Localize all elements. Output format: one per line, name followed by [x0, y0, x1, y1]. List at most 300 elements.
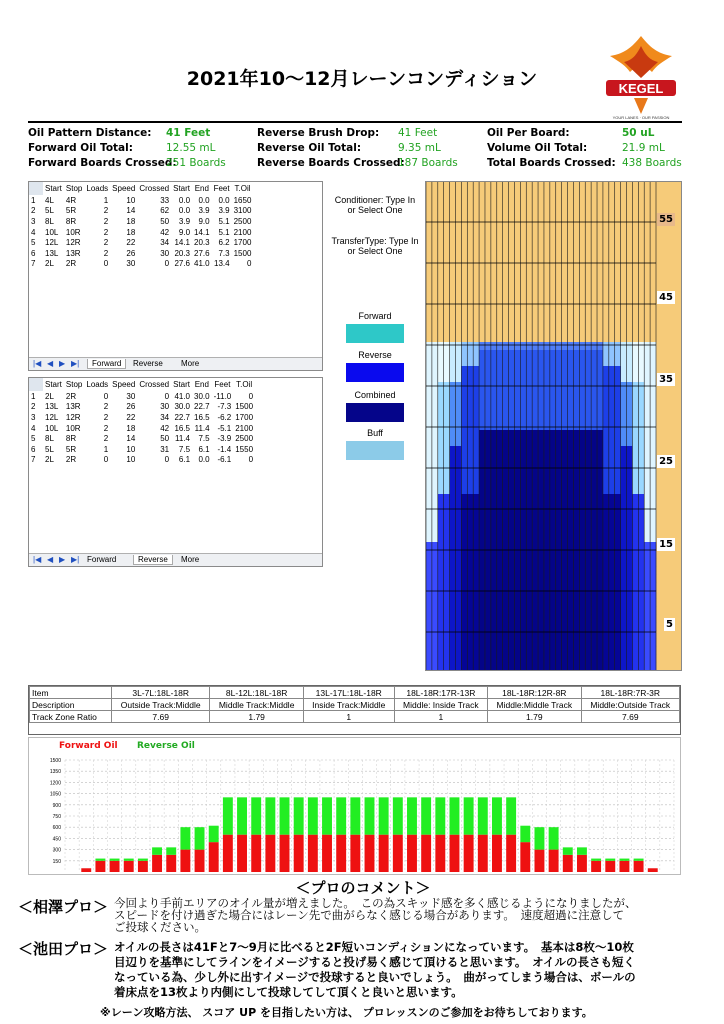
pattern-cell	[556, 422, 562, 431]
table-cell[interactable]: 14	[126, 206, 136, 216]
table-cell[interactable]: 30.0	[194, 391, 210, 401]
tab-more[interactable]: More	[181, 359, 200, 368]
table-cell[interactable]: 34	[160, 238, 170, 248]
table-cell[interactable]: 7.5	[198, 434, 210, 444]
table-cell[interactable]: 26	[126, 248, 136, 258]
table-cell[interactable]: 2	[103, 238, 109, 248]
table-cell[interactable]: -6.2	[217, 412, 232, 422]
pattern-cell	[479, 438, 485, 447]
table-cell[interactable]: 30	[160, 248, 170, 258]
pattern-cell	[461, 478, 467, 487]
grid-corner[interactable]	[29, 182, 43, 195]
table-cell[interactable]: 30	[126, 259, 136, 269]
nav-last-icon[interactable]: ▶|	[71, 359, 80, 368]
pattern-cell	[479, 582, 485, 591]
table-cell[interactable]: 6.1	[198, 444, 210, 454]
table-cell[interactable]: 2L	[45, 455, 54, 465]
table-cell[interactable]: 30.0	[174, 402, 191, 412]
table-row[interactable]	[29, 259, 253, 270]
pattern-cell	[544, 462, 550, 471]
table-cell[interactable]: 1500	[233, 248, 252, 258]
table-cell[interactable]: 26	[126, 402, 136, 412]
pattern-cell	[461, 654, 467, 663]
column-header[interactable]: Start	[45, 380, 62, 389]
table-cell[interactable]: 14.1	[194, 227, 210, 237]
nav-prev-icon[interactable]: ◀	[47, 555, 54, 564]
pattern-cell	[556, 342, 562, 351]
pattern-cell	[603, 582, 609, 591]
pattern-cell	[603, 486, 609, 495]
pattern-cell	[568, 366, 574, 375]
table-cell[interactable]: 10	[126, 444, 136, 454]
table-cell[interactable]: 0.0	[178, 195, 191, 205]
pattern-cell	[432, 478, 438, 487]
table-cell[interactable]: 2	[31, 206, 36, 216]
pattern-cell	[632, 406, 638, 415]
table-cell[interactable]: 3	[31, 216, 36, 226]
table-cell[interactable]: 10L	[45, 423, 59, 433]
table-row[interactable]	[29, 412, 255, 423]
pattern-cell	[455, 622, 461, 631]
table-cell[interactable]: -5.1	[217, 423, 232, 433]
table-cell[interactable]: 2	[103, 248, 109, 258]
table-cell[interactable]: 2	[103, 206, 109, 216]
pattern-cell	[615, 486, 621, 495]
pattern-cell	[432, 486, 438, 495]
table-cell[interactable]: -7.3	[217, 402, 232, 412]
table-cell[interactable]: 33	[160, 195, 170, 205]
pattern-cell	[603, 550, 609, 559]
table-cell[interactable]: 12L	[45, 412, 59, 422]
tab-more[interactable]: More	[181, 555, 200, 564]
table-cell[interactable]: 13L	[45, 248, 59, 258]
pattern-cell	[450, 518, 456, 527]
table-cell[interactable]: 2	[31, 402, 36, 412]
table-cell[interactable]: 2500	[233, 216, 252, 226]
table-cell[interactable]: 2	[103, 216, 109, 226]
pattern-cell	[609, 430, 615, 439]
table-cell[interactable]: 2R	[65, 259, 77, 269]
pattern-cell	[650, 622, 656, 631]
table-cell[interactable]: 12R	[65, 238, 81, 248]
column-header[interactable]: Stop	[65, 184, 83, 193]
table-cell[interactable]: 13R	[65, 402, 81, 412]
tab-forward[interactable]: Forward	[87, 555, 117, 564]
pattern-cell	[627, 446, 633, 455]
pattern-cell	[444, 574, 450, 583]
pattern-cell	[444, 374, 450, 383]
table-cell[interactable]: 20.3	[174, 248, 191, 258]
table-cell[interactable]: 30	[160, 402, 170, 412]
table-cell[interactable]: 6	[31, 248, 36, 258]
pattern-cell	[461, 470, 467, 479]
table-cell[interactable]: 0	[246, 259, 252, 269]
table-cell[interactable]: 6.1	[178, 455, 191, 465]
table-cell[interactable]: 2	[103, 227, 109, 237]
table-cell[interactable]: 16.5	[194, 412, 210, 422]
tab-reverse[interactable]: Reverse	[133, 555, 173, 565]
table-cell[interactable]: 12L	[45, 238, 59, 248]
table-cell[interactable]: 3100	[233, 206, 252, 216]
table-cell[interactable]: 11.4	[194, 423, 210, 433]
table-cell[interactable]: 7	[31, 259, 36, 269]
table-cell[interactable]: 0.0	[198, 455, 210, 465]
pattern-cell	[544, 638, 550, 647]
pattern-cell	[556, 374, 562, 383]
bar-reverse-oil	[180, 827, 190, 849]
table-cell[interactable]: 2100	[233, 227, 252, 237]
bar-reverse-oil	[421, 797, 431, 834]
table-cell[interactable]: 0	[103, 391, 109, 401]
pattern-cell	[526, 358, 532, 367]
table-cell[interactable]: 2	[103, 423, 109, 433]
table-cell[interactable]: -11.0	[213, 391, 232, 401]
table-row[interactable]	[29, 195, 253, 206]
table-cell[interactable]: 1	[31, 195, 36, 205]
pattern-cell	[479, 646, 485, 655]
tab-reverse[interactable]: Reverse	[133, 359, 163, 368]
pattern-cell	[573, 614, 579, 623]
table-cell[interactable]: 0	[103, 455, 109, 465]
table-cell[interactable]: 0	[164, 455, 170, 465]
table-cell[interactable]: 50	[160, 216, 170, 226]
table-cell[interactable]: 16.5	[174, 423, 191, 433]
table-row[interactable]	[29, 423, 255, 434]
pattern-cell	[638, 454, 644, 463]
table-cell[interactable]: 22.7	[194, 402, 210, 412]
table-row[interactable]	[29, 444, 255, 455]
pattern-cell	[520, 646, 526, 655]
pattern-cell	[591, 646, 597, 655]
nav-next-icon[interactable]: ▶	[59, 555, 66, 564]
pattern-cell	[627, 422, 633, 431]
table-cell[interactable]: 34	[160, 412, 170, 422]
table-cell[interactable]: -3.9	[217, 434, 232, 444]
legend-forward-label: Forward	[358, 311, 392, 321]
nav-next-icon[interactable]: ▶	[59, 359, 66, 368]
table-cell[interactable]: 62	[160, 206, 170, 216]
bar-forward-oil	[180, 850, 190, 872]
column-header[interactable]: T.Oil	[232, 182, 254, 195]
table-cell[interactable]: 50	[160, 434, 170, 444]
table-cell[interactable]: 9.0	[178, 227, 191, 237]
pattern-cell	[603, 366, 609, 375]
table-cell[interactable]: 14.1	[174, 238, 191, 248]
pattern-cell	[597, 446, 603, 455]
column-header[interactable]: Speed	[112, 380, 136, 389]
table-cell[interactable]: 2R	[65, 391, 77, 401]
pattern-cell	[562, 350, 568, 359]
table-cell[interactable]: 10L	[45, 227, 59, 237]
table-cell[interactable]: 9.0	[198, 216, 210, 226]
pattern-cell	[455, 398, 461, 407]
pattern-cell	[467, 438, 473, 447]
bar-reverse-oil	[251, 797, 261, 834]
table-cell[interactable]: 6	[31, 444, 36, 454]
table-cell[interactable]: 5	[31, 434, 36, 444]
table-cell[interactable]: 5	[31, 238, 36, 248]
table-cell[interactable]: 42	[160, 227, 170, 237]
table-cell[interactable]: 18	[126, 216, 136, 226]
table-row[interactable]	[29, 237, 253, 248]
pattern-cell	[615, 558, 621, 567]
column-header[interactable]: Crossed	[139, 380, 170, 389]
table-cell[interactable]: 5R	[65, 444, 77, 454]
pattern-cell	[573, 398, 579, 407]
table-row[interactable]	[29, 433, 255, 444]
table-row[interactable]	[29, 227, 253, 238]
pattern-cell	[632, 550, 638, 559]
pattern-cell	[615, 390, 621, 399]
table-cell[interactable]: 22	[126, 238, 136, 248]
table-cell[interactable]: 27.6	[174, 259, 191, 269]
zone-item: 18L-18R:7R-3R	[581, 687, 679, 699]
table-cell[interactable]: 2100	[235, 423, 254, 433]
table-cell[interactable]: 41.0	[194, 259, 210, 269]
column-header[interactable]: Speed	[112, 184, 136, 193]
table-cell[interactable]: 13R	[65, 248, 81, 258]
pattern-cell	[579, 646, 585, 655]
grid-corner[interactable]	[29, 378, 43, 391]
column-header[interactable]: Start	[173, 184, 191, 193]
pattern-cell	[509, 494, 515, 503]
reverse-grid[interactable]	[28, 377, 323, 567]
pattern-cell	[444, 622, 450, 631]
table-cell[interactable]: 3	[31, 412, 36, 422]
column-header[interactable]: Crossed	[139, 184, 170, 193]
table-cell[interactable]: 22	[126, 412, 136, 422]
table-cell[interactable]: 8R	[65, 216, 77, 226]
zone-item: 18L-18R:12R-8R	[488, 687, 581, 699]
table-cell[interactable]: 0.0	[178, 206, 191, 216]
column-header[interactable]: End	[192, 378, 212, 391]
table-cell[interactable]: 5.1	[218, 227, 230, 237]
pattern-cell	[627, 542, 633, 551]
table-cell[interactable]: 1500	[235, 402, 254, 412]
table-cell[interactable]: 7	[31, 455, 36, 465]
table-cell[interactable]: 7.5	[178, 444, 191, 454]
pattern-cell	[461, 542, 467, 551]
table-cell[interactable]: 0	[248, 455, 254, 465]
column-header[interactable]: Start	[45, 184, 62, 193]
table-cell[interactable]: 1550	[235, 444, 254, 454]
table-cell[interactable]: 1650	[233, 195, 252, 205]
table-cell[interactable]: 10	[126, 455, 136, 465]
table-cell[interactable]: 4R	[65, 195, 77, 205]
y-tick-label: 1350	[49, 769, 61, 776]
table-cell[interactable]: 13L	[45, 402, 59, 412]
bar-reverse-oil	[634, 859, 644, 861]
table-cell[interactable]: 22.7	[174, 412, 191, 422]
pattern-cell	[632, 358, 638, 367]
pattern-cell	[455, 654, 461, 663]
table-cell[interactable]: 4	[31, 227, 36, 237]
table-cell[interactable]: 0	[164, 391, 170, 401]
table-cell[interactable]: 1	[31, 391, 36, 401]
pattern-cell	[514, 510, 520, 519]
pattern-cell	[455, 646, 461, 655]
pattern-cell	[450, 526, 456, 535]
table-cell[interactable]: 8L	[45, 434, 54, 444]
pattern-cell	[609, 350, 615, 359]
table-cell[interactable]: 5L	[45, 206, 54, 216]
pattern-cell	[509, 542, 515, 551]
pattern-cell	[509, 598, 515, 607]
column-header[interactable]: T.Oil	[233, 378, 255, 391]
pattern-cell	[573, 662, 579, 670]
table-cell[interactable]: 8L	[45, 216, 54, 226]
pattern-cell	[538, 542, 544, 551]
pattern-cell	[479, 406, 485, 415]
table-cell[interactable]: 14	[126, 434, 136, 444]
table-cell[interactable]: 10R	[65, 423, 81, 433]
pattern-cell	[544, 478, 550, 487]
table-cell[interactable]: 0	[103, 259, 109, 269]
pattern-cell	[573, 566, 579, 575]
bar-reverse-oil	[365, 797, 375, 834]
pattern-cell	[591, 422, 597, 431]
pattern-cell	[438, 638, 444, 647]
pattern-cell	[615, 366, 621, 375]
table-cell[interactable]: 3.9	[178, 216, 191, 226]
table-cell[interactable]: 1700	[235, 412, 254, 422]
table-cell[interactable]: 31	[160, 444, 170, 454]
table-cell[interactable]: 18	[126, 227, 136, 237]
table-cell[interactable]: 4L	[45, 195, 54, 205]
column-header[interactable]: Loads	[86, 184, 109, 193]
bar-forward-oil	[195, 850, 205, 872]
table-cell[interactable]: 1	[103, 444, 109, 454]
column-header[interactable]: Feet	[212, 378, 234, 391]
table-cell[interactable]: 30	[126, 391, 136, 401]
pattern-cell	[514, 654, 520, 663]
pattern-cell	[638, 646, 644, 655]
table-row[interactable]	[29, 216, 253, 227]
pattern-cell	[544, 654, 550, 663]
nav-last-icon[interactable]: ▶|	[71, 555, 80, 564]
table-cell[interactable]: 0.0	[198, 195, 210, 205]
pattern-cell	[568, 526, 574, 535]
pattern-cell	[426, 646, 432, 655]
table-cell[interactable]: 2L	[45, 391, 54, 401]
pattern-cell	[644, 414, 650, 423]
forward-grid[interactable]	[28, 181, 323, 371]
pattern-cell	[638, 542, 644, 551]
column-header[interactable]: Feet	[213, 184, 230, 193]
pattern-cell	[597, 534, 603, 543]
table-cell[interactable]: 11.4	[175, 434, 191, 444]
table-cell[interactable]: 1700	[233, 238, 252, 248]
pattern-cell	[467, 654, 473, 663]
table-cell[interactable]: 4	[31, 423, 36, 433]
table-cell[interactable]: 2	[103, 402, 109, 412]
table-cell[interactable]: 2	[103, 434, 109, 444]
pattern-cell	[627, 486, 633, 495]
table-cell[interactable]: 12R	[65, 412, 81, 422]
table-cell[interactable]: 42	[160, 423, 170, 433]
pattern-cell	[467, 390, 473, 399]
table-cell[interactable]: 20.3	[194, 238, 210, 248]
table-cell[interactable]: 3.9	[218, 206, 230, 216]
pattern-cell	[644, 526, 650, 535]
table-cell[interactable]: 8R	[65, 434, 77, 444]
pattern-cell	[632, 398, 638, 407]
y-tick-label: 450	[52, 836, 61, 843]
table-row[interactable]	[29, 206, 253, 217]
table-cell[interactable]: 3.9	[198, 206, 210, 216]
table-row[interactable]	[29, 391, 255, 402]
column-header[interactable]: Loads	[86, 380, 109, 389]
pattern-cell	[438, 654, 444, 663]
table-cell[interactable]: 13.4	[214, 259, 230, 269]
pattern-cell	[532, 478, 538, 487]
table-cell[interactable]: 41.0	[174, 391, 191, 401]
table-cell[interactable]: 7.3	[218, 248, 230, 258]
table-cell[interactable]: 5.1	[218, 216, 230, 226]
pattern-cell	[638, 406, 644, 415]
y-tick-label: 1050	[49, 791, 61, 798]
tab-forward[interactable]: Forward	[87, 359, 126, 369]
pattern-cell	[514, 662, 520, 670]
pattern-cell	[615, 582, 621, 591]
pattern-cell	[632, 366, 638, 375]
nav-prev-icon[interactable]: ◀	[47, 359, 54, 368]
table-cell[interactable]: 0	[248, 391, 254, 401]
table-cell[interactable]: 6.2	[218, 238, 230, 248]
conditioner-select[interactable]: Conditioner: Type In or Select One	[334, 195, 416, 215]
pattern-cell	[455, 446, 461, 455]
nav-first-icon[interactable]: |◀	[33, 555, 42, 564]
table-cell[interactable]: -1.4	[217, 444, 232, 454]
pattern-cell	[556, 598, 562, 607]
bar-reverse-oil	[308, 797, 318, 834]
table-cell[interactable]: 10	[126, 195, 136, 205]
table-cell[interactable]: 27.6	[194, 248, 210, 258]
table-cell[interactable]: 5R	[65, 206, 77, 216]
table-cell[interactable]: 2L	[45, 259, 54, 269]
pattern-cell	[579, 406, 585, 415]
table-cell[interactable]: 2R	[65, 455, 77, 465]
column-header[interactable]: Stop	[65, 380, 83, 389]
bar-forward-oil	[577, 855, 587, 872]
table-cell[interactable]: 2	[103, 412, 109, 422]
table-cell[interactable]: -6.1	[217, 455, 232, 465]
table-cell[interactable]: 18	[126, 423, 136, 433]
table-cell[interactable]: 2500	[235, 434, 254, 444]
table-cell[interactable]: 1	[103, 195, 109, 205]
pattern-cell	[455, 494, 461, 503]
bar-forward-oil	[435, 835, 445, 872]
transfer-type-select[interactable]: TransferType: Type In or Select One	[331, 236, 419, 256]
table-cell[interactable]: 0	[164, 259, 170, 269]
pattern-cell	[562, 574, 568, 583]
pattern-cell	[509, 422, 515, 431]
pattern-cell	[609, 638, 615, 647]
pattern-cell	[591, 366, 597, 375]
table-cell[interactable]: 0.0	[218, 195, 230, 205]
table-row[interactable]	[29, 248, 253, 259]
column-header[interactable]: End	[192, 182, 212, 195]
pattern-cell	[444, 422, 450, 431]
table-row[interactable]	[29, 455, 255, 466]
pattern-cell	[438, 462, 444, 471]
column-header[interactable]: Start	[173, 380, 191, 389]
pattern-cell	[632, 494, 638, 503]
nav-first-icon[interactable]: |◀	[33, 359, 42, 368]
table-row[interactable]	[29, 402, 255, 413]
table-cell[interactable]: 5L	[45, 444, 54, 454]
table-cell[interactable]: 10R	[65, 227, 81, 237]
